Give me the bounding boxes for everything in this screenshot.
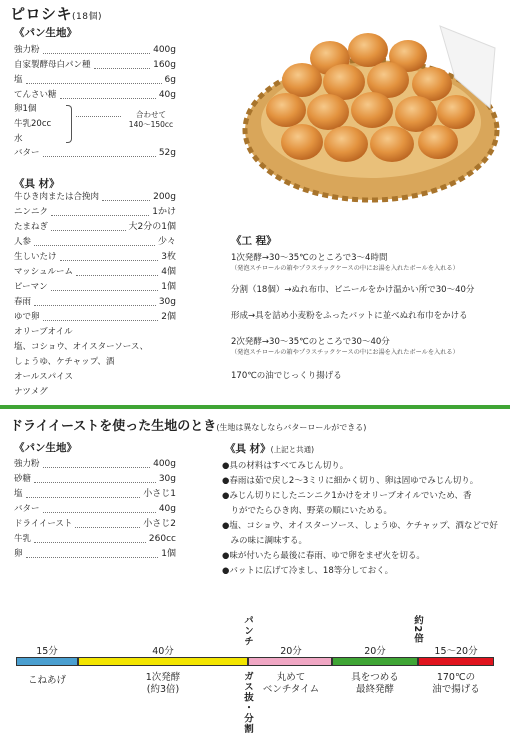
process-step-text: 2次発酵→30～35℃のところで30～40分 <box>231 337 390 347</box>
liquid-total-label: 合わせて <box>136 110 166 119</box>
ingredient-row: たまねぎ 大2分の1個 <box>14 222 176 232</box>
process-heading: 《工 程》 <box>231 235 277 247</box>
timeline-segment-final-rise <box>332 657 418 666</box>
brace-icon <box>66 105 72 143</box>
process-step-text: 分割（18個）→ぬれ布巾、ビニールをかけ温かい所で30～40分 <box>231 285 475 295</box>
extra-item: オリーブオイル <box>14 327 73 337</box>
pan-dough-list <box>14 43 176 103</box>
bullet-item: ●みじん切りにしたニンニク1かけをオリーブオイルでいため、香 <box>222 491 472 501</box>
bullet-item: ●春雨は茹で戻し2～3ミリに細かく切り、卵は固ゆでみじん切り。 <box>222 476 479 486</box>
ingredient-row: マッシュルーム 4個 <box>14 267 176 277</box>
punch-label: パンチ <box>242 615 253 647</box>
page-title <box>10 3 102 24</box>
ingredient-row: 春雨 30g <box>14 297 176 307</box>
ingredient-row: 人参 少々 <box>14 237 176 247</box>
pan-dough-heading: 《パン生地》 <box>14 27 77 39</box>
liquid-total <box>126 110 176 130</box>
ingredient-row: ドライイースト 小さじ2 <box>14 519 176 529</box>
timeline-segment-first-rise <box>78 657 248 666</box>
section-divider <box>0 405 510 409</box>
timeline-duration: 15分 <box>36 646 58 657</box>
process-steps <box>231 251 501 381</box>
ingredient-row: 強力粉 400g <box>14 459 176 469</box>
ingredient-row: 牛乳 260cc <box>14 534 176 544</box>
process-step-text: 形成→具を詰め小麦粉をふったバットに並べぬれ布巾をかける <box>231 311 468 321</box>
degas-divide-label: ガス抜・分割 <box>242 671 253 734</box>
dry-dough-heading: 《パン生地》 <box>14 442 77 454</box>
liquid-water: 水 <box>14 134 23 144</box>
dry-filling-heading-text: 《具 材》 <box>225 443 271 455</box>
liquid-egg: 卵1個 <box>14 104 37 114</box>
process-step <box>231 335 501 369</box>
butter-row-wrap <box>14 146 176 161</box>
liquid-dots <box>76 116 121 117</box>
double-size-label: 約2倍 <box>412 615 423 644</box>
timeline-duration: 40分 <box>152 646 174 657</box>
ingredient-row: 生しいたけ 3枚 <box>14 252 176 262</box>
ingredient-row: 塩 6g <box>14 75 176 85</box>
timeline-label: 具をつめる 最終発酵 <box>351 672 399 695</box>
bullet-item: ●味が付いたら最後に春雨、ゆで卵をまぜ火を切る。 <box>222 551 425 561</box>
ingredient-row: 塩 小さじ1 <box>14 489 176 499</box>
ingredient-row: ピーマン 1個 <box>14 282 176 292</box>
process-step <box>231 309 501 335</box>
title-main: ピロシキ <box>10 5 73 23</box>
timeline-segment-fry <box>418 657 494 666</box>
ingredient-row: てんさい糖 40g <box>14 90 176 100</box>
timeline-segment-kneading <box>16 657 78 666</box>
liquid-milk: 牛乳20cc <box>14 119 52 129</box>
ingredient-row: 自家製酵母白パン種 160g <box>14 60 176 70</box>
timeline-label: こねあげ <box>27 675 66 686</box>
ingredient-row: ニンニク 1かけ <box>14 207 176 217</box>
dry-yeast-title-text: ドライイーストを使った生地のとき <box>10 419 217 434</box>
title-count: (18個) <box>72 12 102 22</box>
bullet-item: りがでたらひき肉、野菜の順にいためる。 <box>222 506 393 516</box>
dry-filling-note: (上記と共通) <box>270 445 315 454</box>
extra-item: オールスパイス <box>14 372 73 382</box>
extra-item: 塩、コショウ、オイスターソース、 <box>14 342 149 352</box>
process-step <box>231 283 501 309</box>
process-step <box>231 251 501 283</box>
process-step-note: （発泡スチロールの箱やプラスチックケースの中にお湯を入れたボールを入れる） <box>231 265 459 272</box>
dry-yeast-subtitle: (生地は異なしならバターロールができる) <box>216 423 367 432</box>
process-step-note: （発泡スチロールの箱やプラスチックケースの中にお湯を入れたボールを入れる） <box>231 349 459 356</box>
extra-item: ナツメグ <box>14 387 48 397</box>
liquid-group <box>14 102 176 148</box>
bullet-item: ●バットに広げて冷まし、18等分しておく。 <box>222 566 394 576</box>
ingredient-row: バター 40g <box>14 504 176 514</box>
ingredient-row: 砂糖 30g <box>14 474 176 484</box>
timeline-label: 丸めて ベンチタイム <box>262 672 320 695</box>
ingredient-row: 卵 1個 <box>14 549 176 559</box>
timeline-label: 170℃の 油で揚げる <box>432 672 480 695</box>
ingredient-row: バター 52g <box>14 148 176 158</box>
extra-item: しょうゆ、ケチャップ、酒 <box>14 357 115 367</box>
process-step <box>231 369 501 381</box>
ingredient-row: 強力粉 400g <box>14 45 176 55</box>
timeline <box>0 615 510 735</box>
timeline-segment-bench <box>248 657 332 666</box>
bullet-item: みの味に調味する。 <box>222 536 308 546</box>
timeline-duration: 15～20分 <box>434 646 478 657</box>
process-step-text: 1次発酵→30～35℃のところで3～4時間 <box>231 253 388 263</box>
filling-list <box>14 190 176 400</box>
ingredient-row: ゆで卵 2個 <box>14 312 176 322</box>
bullet-item: ●具の材料はすべてみじん切り。 <box>222 461 349 471</box>
dry-filling-heading <box>225 441 314 456</box>
dry-yeast-title <box>10 415 366 434</box>
timeline-duration: 20分 <box>280 646 302 657</box>
dry-bullets <box>222 459 504 579</box>
filling-heading: 《具 材》 <box>14 178 60 190</box>
liquid-total-value: 140～150cc <box>128 120 174 129</box>
dry-dough-list <box>14 457 176 562</box>
pirozhki-basket-photo <box>240 18 502 206</box>
bullet-item: ●塩、コショウ、オイスターソース、しょうゆ、ケチャップ、酒などで好 <box>222 521 498 531</box>
timeline-label: 1次発酵 (約3倍) <box>145 672 181 695</box>
ingredient-row: 牛ひき肉または合挽肉 200g <box>14 192 176 202</box>
process-step-text: 170℃の油でじっくり揚げる <box>231 371 342 381</box>
timeline-duration: 20分 <box>364 646 386 657</box>
